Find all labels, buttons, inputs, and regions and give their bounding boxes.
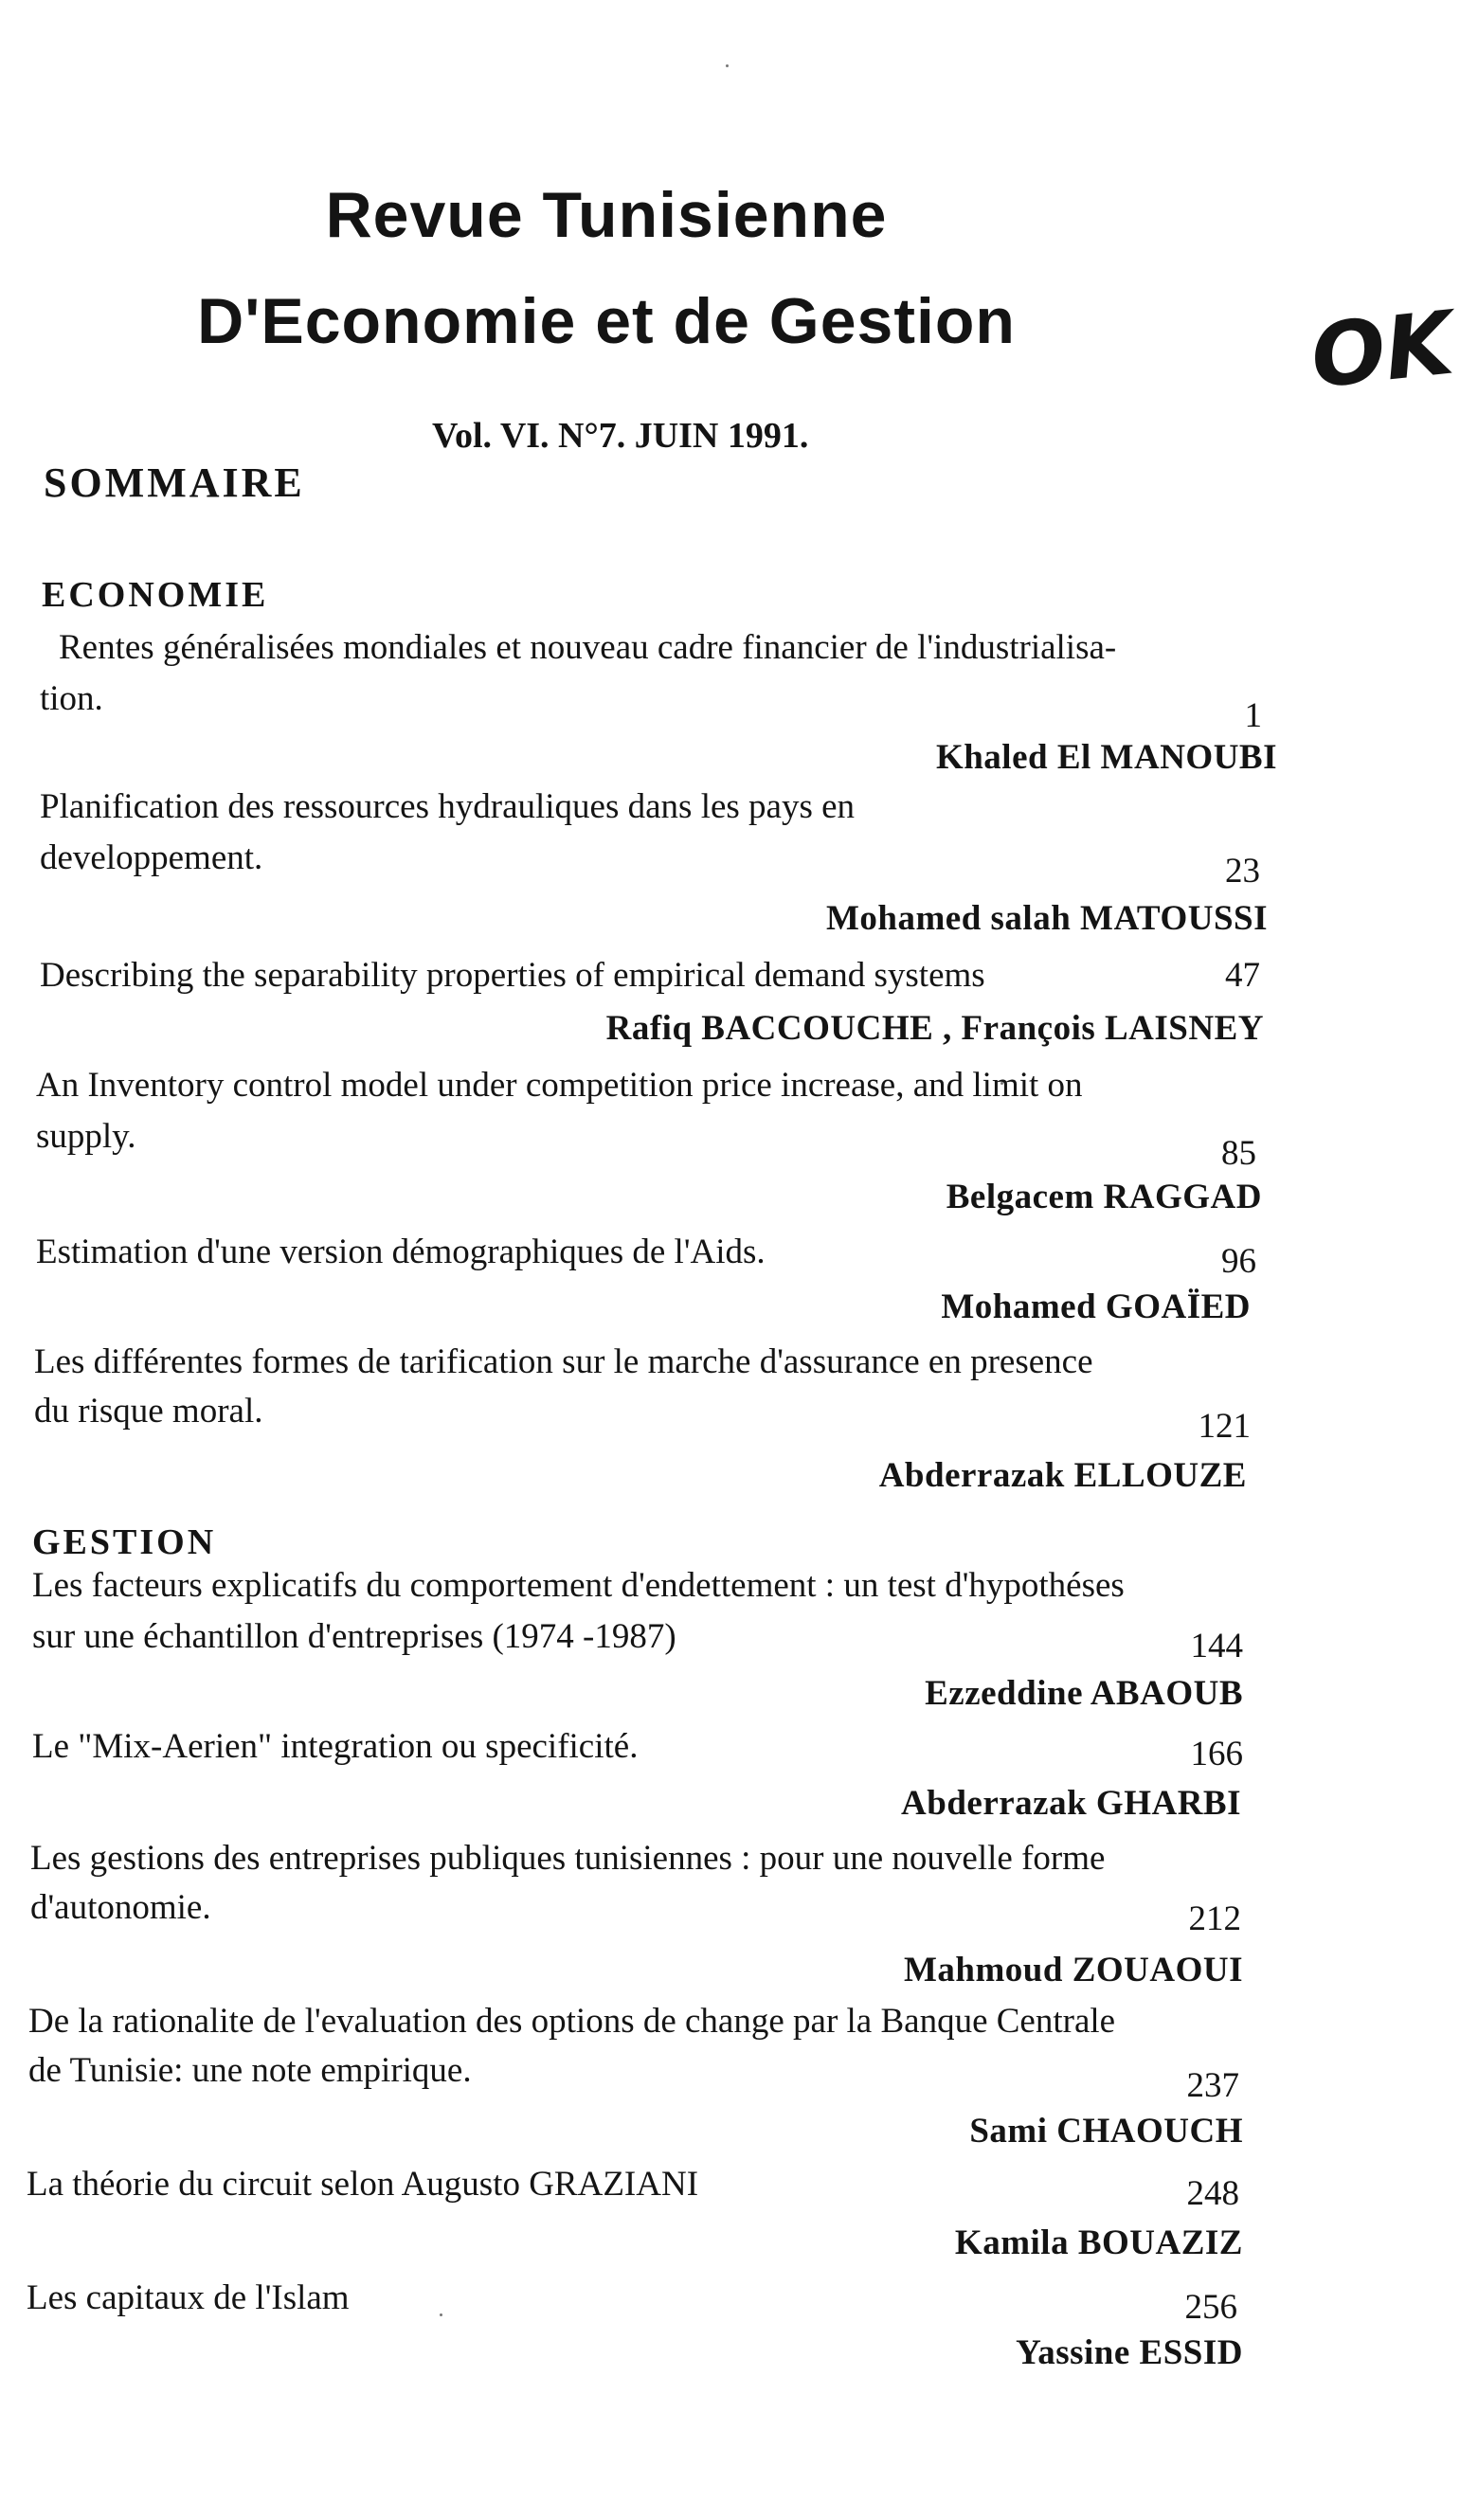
toc-entry-title-line: Le "Mix-Aerien" integration ou specificité.	[32, 1727, 639, 1766]
toc-entry-title-line: developpement.	[40, 838, 263, 877]
toc-entry-page-number: 237	[1186, 2066, 1239, 2105]
toc-entry-title-line: Planification des ressources hydrauliques dans les pays en	[40, 787, 856, 826]
issue-info: Vol. VI. N°7. JUIN 1991.	[432, 416, 809, 456]
toc-entry-page-number: 144	[1190, 1627, 1243, 1665]
toc-entry-title-line: Describing the separability properties of empirical demand systems	[40, 956, 985, 995]
toc-entry-authors: Mohamed salah MATOUSSI	[825, 899, 1268, 938]
toc-heading: SOMMAIRE	[44, 459, 305, 506]
toc-entry-title-line: La théorie du circuit selon Augusto GRAZIANI	[27, 2165, 699, 2204]
toc-entry-page-number: 85	[1221, 1134, 1256, 1173]
toc-entry-title-line: Rentes généralisées mondiales et nouveau cadre financier de l'industrialisa-	[59, 628, 1117, 667]
toc-entry-page-number: 212	[1188, 1899, 1241, 1938]
toc-entry-title-line: Les différentes formes de tarification sur le marche d'assurance en presence	[34, 1342, 1093, 1381]
toc-entry-title-line: sur une échantillon d'entreprises (1974 -1987)	[32, 1617, 676, 1656]
toc-entry-title-line: An Inventory control model under competition price increase, and limit on	[36, 1066, 1083, 1105]
toc-entry-title-line: de Tunisie: une note empirique.	[28, 2051, 472, 2090]
handwritten-ok-annotation: OK	[1306, 292, 1458, 408]
section-heading-gestion: GESTION	[32, 1522, 217, 1562]
toc-entry-page-number: 248	[1186, 2174, 1239, 2213]
scan-speck	[726, 64, 729, 67]
toc-entry-title-line: De la rationalite de l'evaluation des options de change par la Banque Centrale	[28, 2002, 1116, 2041]
toc-entry-authors: Khaled El MANOUBI	[935, 738, 1277, 777]
scan-speck	[440, 2313, 442, 2316]
toc-entry-title-line: Les capitaux de l'Islam	[27, 2278, 350, 2317]
toc-entry-title-line: supply.	[36, 1117, 136, 1156]
toc-entry-page-number: 1	[1244, 696, 1262, 735]
toc-entry-title-line: Les facteurs explicatifs du comportement d'endettement : un test d'hypothéses	[32, 1566, 1125, 1605]
toc-entry-page-number: 256	[1184, 2288, 1237, 2327]
toc-entry-authors: Mohamed GOAÏED	[941, 1287, 1251, 1326]
toc-entry-page-number: 23	[1225, 852, 1260, 891]
toc-entry-page-number: 47	[1225, 956, 1260, 995]
toc-entry-page-number: 121	[1198, 1407, 1251, 1446]
section-heading-economie: ECONOMIE	[42, 575, 269, 615]
toc-entry-authors: Ezzeddine ABAOUB	[925, 1674, 1243, 1713]
toc-entry-authors: Belgacem RAGGAD	[946, 1178, 1262, 1216]
toc-entry-title-line: Les gestions des entreprises publiques tunisiennes : pour une nouvelle forme	[30, 1839, 1106, 1878]
toc-entry-authors: Mahmoud ZOUAOUI	[903, 1951, 1243, 1989]
journal-title-line-2: D'Economie et de Gestion	[197, 285, 1016, 357]
toc-entry-title-line: Estimation d'une version démographiques de l'Aids.	[36, 1233, 766, 1271]
toc-entry-authors: Sami CHAOUCH	[969, 2112, 1243, 2151]
toc-entry-title-line: tion.	[40, 679, 103, 718]
toc-entry-authors: Kamila BOUAZIZ	[954, 2223, 1243, 2262]
toc-entry-page-number: 96	[1221, 1242, 1256, 1281]
toc-entry-authors: Abderrazak ELLOUZE	[878, 1456, 1247, 1495]
toc-entry-title-line: du risque moral.	[34, 1392, 263, 1431]
toc-entry-title-line: d'autonomie.	[30, 1888, 211, 1927]
toc-entry-authors: Yassine ESSID	[1016, 2333, 1243, 2372]
toc-entry-page-number: 166	[1190, 1735, 1243, 1773]
toc-entry-authors: Rafiq BACCOUCHE , François LAISNEY	[605, 1009, 1264, 1048]
toc-entry-authors: Abderrazak GHARBI	[901, 1784, 1241, 1823]
journal-title-line-1: Revue Tunisienne	[325, 179, 888, 251]
